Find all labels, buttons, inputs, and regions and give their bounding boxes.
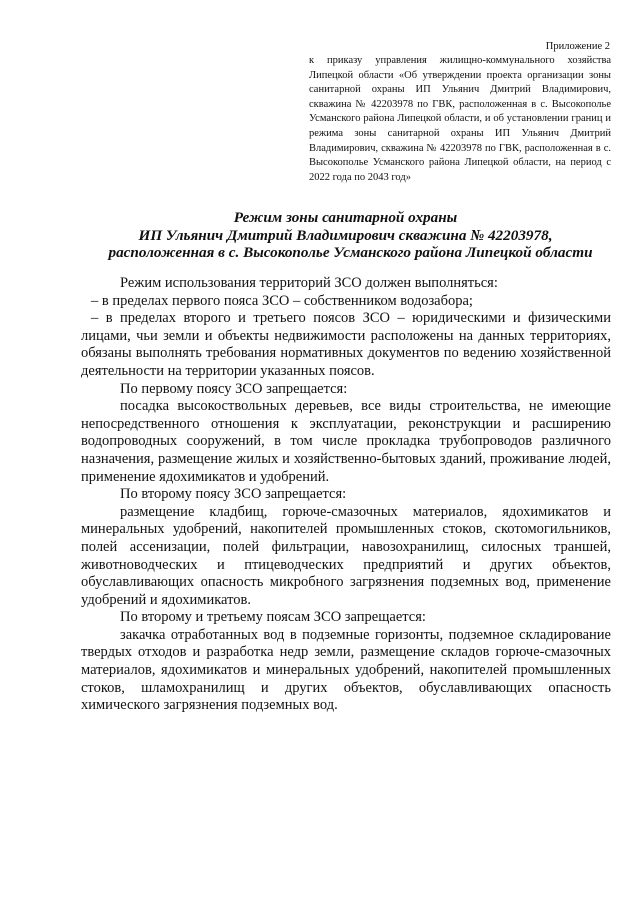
paragraph-second-belt-prohibitions: размещение кладбищ, горюче-смазочных материалов, ядохимикатов и минеральных удобрений, накопителей промышленных стоков, скотомогильников, полей ассенизации, полей фильтрации, навозохранилищ, силосных траншей, животноводческих и птицеводческих предприятий и других объектов, обуславливающих опасность микробного загрязнения подземных вод, применение удобрений и ядохимикатов. bbox=[81, 503, 611, 608]
appendix-label: Приложение 2 bbox=[545, 41, 610, 52]
paragraph-first-belt-prohibitions: посадка высокоствольных деревьев, все виды строительства, не имеющие непосредственного отношения к эксплуатации, реконструкции и расширению водопроводных сооружений, в том числе прокладка трубопроводов различного назначения, размещение жилых и хозяйственно-бытовых зданий, проживание людей, применение ядохимикатов и удобрений. bbox=[81, 398, 611, 485]
paragraph-first-belt-owner: – в пределах первого пояса ЗСО – собственником водозабора; bbox=[91, 292, 473, 309]
appendix-reference: к приказу управления жилищно-коммунального хозяйства Липецкой области «Об утверждении проекта организации зоны санитарной охраны ИП Ульянич Дмитрий Владимирович, скважина № 42203978 по ГВК, расположенная в с. Высокополье Усманского района Липецкой области, и об установлении границ и режима зоны санитарной охраны ИП Ульянич Дмитрий Владимирович, скважина № 42203978 по ГВК, расположенная в с. Высокополье Усманского района Липецкой области, на период с 2022 года по 2043 год» bbox=[309, 55, 611, 183]
heading-second-third-belt-prohibitions: По второму и третьему поясам ЗСО запрещается: bbox=[120, 609, 426, 626]
heading-first-belt-prohibitions: По первому поясу ЗСО запрещается: bbox=[120, 380, 348, 397]
paragraph-second-third-belt-prohibitions: закачка отработанных вод в подземные горизонты, подземное складирование твердых отходов и разработка недр земли, размещение складов горюче-смазочных материалов, ядохимикатов и минеральных удобрений, накопителей промышленных стоков, шламохранилищ и других объектов, обуславливающих опасность химического загрязнения подземных вод. bbox=[81, 626, 611, 714]
paragraph-second-third-belt-owners: – в пределах второго и третьего поясов ЗСО – юридическими и физическими лицами, чьи земли и объекты недвижимости расположены на данных территориях, обязаны выполнять требования нормативных документов по ведению хозяйственной деятельности на территории указанных поясов. bbox=[81, 310, 611, 379]
heading-second-belt-prohibitions: По второму поясу ЗСО запрещается: bbox=[120, 486, 347, 503]
paragraph-usage-regime: Режим использования территорий ЗСО должен выполняться: bbox=[120, 275, 498, 291]
title-line-2: ИП Ульянич Дмитрий Владимирович скважина № 42203978, bbox=[138, 226, 553, 244]
title-line-3: расположенная в с. Высокополье Усманского района Липецкой области bbox=[108, 244, 593, 261]
document-body bbox=[81, 275, 611, 715]
document-title bbox=[78, 209, 613, 262]
title-line-1: Режим зоны санитарной охраны bbox=[233, 209, 458, 226]
